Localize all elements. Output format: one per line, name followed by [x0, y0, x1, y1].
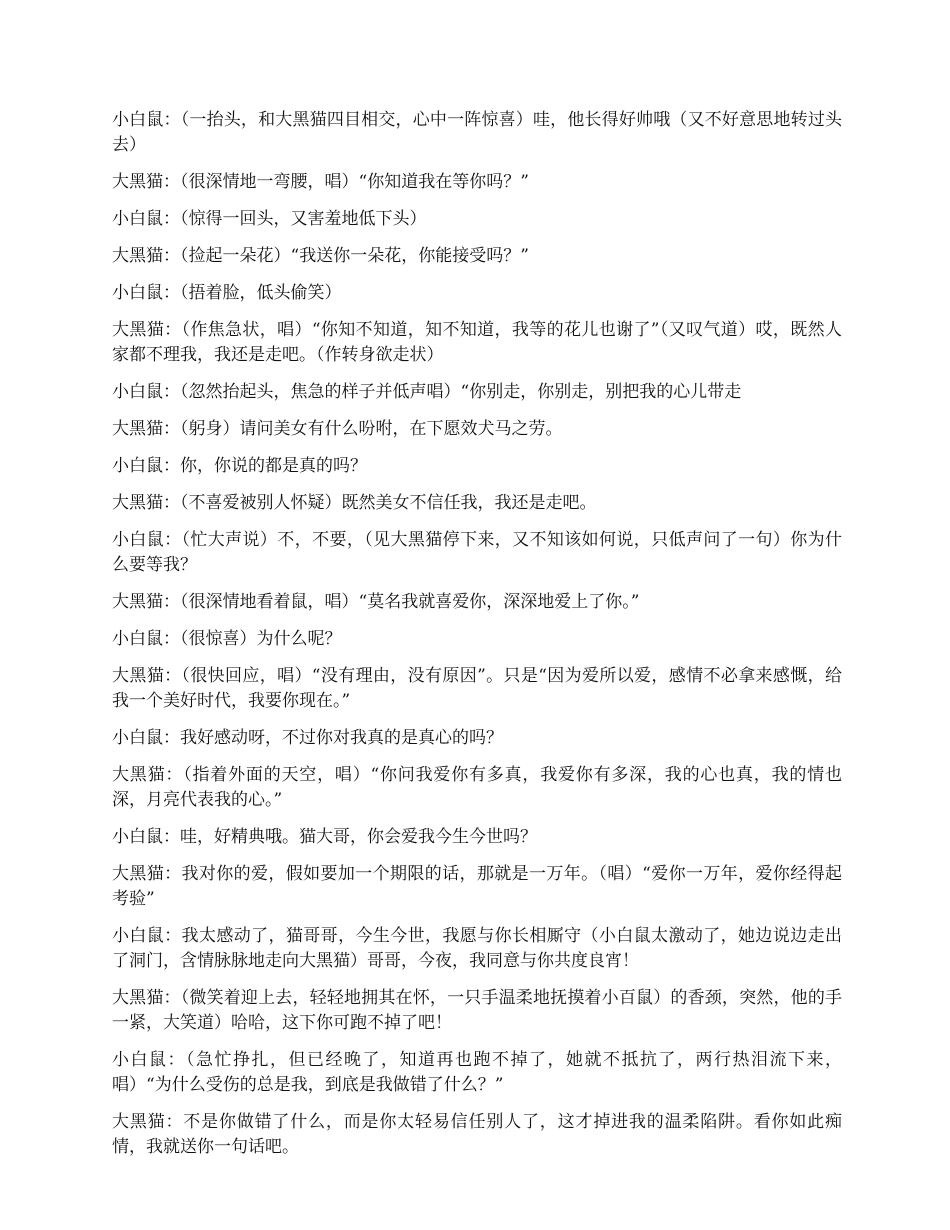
dialogue-paragraph: 大黑猫：（很深情地看着鼠，唱）“莫名我就喜爱你，深深地爱上了你。”	[112, 592, 640, 612]
dialogue-paragraph: 大黑猫：（指着外面的天空，唱）“你问我爱你有多真，我爱你有多深，我的心也真，我的情也深，月亮代表我的心。”	[112, 765, 842, 810]
dialogue-paragraph: 大黑猫：（很快回应，唱）“没有理由，没有原因”。只是“因为爱所以爱，感情不必拿来感慨，给我一个美好时代，我要你现在。”	[112, 666, 842, 711]
dialogue-paragraph: 小白鼠：（惊得一回头，又害羞地低下头）	[112, 209, 427, 229]
dialogue-paragraph: 大黑猫：（作焦急状，唱）“你知不知道，知不知道，我等的花儿也谢了”（又叹气道）哎，既然人家都不理我，我还是走吧。（作转身欲走状）	[112, 320, 842, 365]
dialogue-paragraph: 小白鼠：（忙大声说）不，不要，（见大黑猫停下来，又不知该如何说，只低声问了一句）你为什么要等我？	[112, 530, 842, 575]
dialogue-paragraph: 小白鼠：（捂着脸，低头偷笑）	[112, 283, 342, 303]
dialogue-paragraph: 大黑猫：（微笑着迎上去，轻轻地拥其在怀，一只手温柔地抚摸着小百鼠）的香颈，突然，他的手一紧，大笑道）哈哈，这下你可跑不掉了吧！	[112, 988, 842, 1033]
document-body	[112, 108, 842, 1172]
dialogue-paragraph: 小白鼠：（急忙挣扎，但已经晚了，知道再也跑不掉了，她就不抵抗了，两行热泪流下来，唱）“为什么受伤的总是我，到底是我做错了什么？”	[112, 1050, 842, 1095]
dialogue-paragraph: 大黑猫：（捡起一朵花）“我送你一朵花，你能接受吗？”	[112, 246, 529, 266]
dialogue-paragraph: 小白鼠：我好感动呀，不过你对我真的是真心的吗？	[112, 728, 503, 748]
dialogue-paragraph: 大黑猫：（不喜爱被别人怀疑）既然美女不信任我，我还是走吧。	[112, 493, 597, 513]
dialogue-paragraph: 大黑猫：我对你的爱，假如要加一个期限的话，那就是一万年。（唱）“爱你一万年，爱你经得起考验”	[112, 864, 842, 909]
dialogue-paragraph: 小白鼠：你，你说的都是真的吗？	[112, 456, 367, 476]
dialogue-paragraph: 小白鼠：哇，好精典哦。猫大哥，你会爱我今生今世吗？	[112, 827, 537, 847]
dialogue-paragraph: 大黑猫：（躬身）请问美女有什么吩咐，在下愿效犬马之劳。	[112, 419, 563, 439]
dialogue-paragraph: 小白鼠：（一抬头，和大黑猫四目相交，心中一阵惊喜）哇，他长得好帅哦（又不好意思地转过头去）	[112, 110, 842, 155]
dialogue-paragraph: 大黑猫：不是你做错了什么，而是你太轻易信任别人了，这才掉进我的温柔陷阱。看你如此痴情，我就送你一句话吧。	[112, 1112, 842, 1157]
dialogue-paragraph: 小白鼠：我太感动了，猫哥哥，今生今世，我愿与你长相厮守（小白鼠太激动了，她边说边走出了洞门，含情脉脉地走向大黑猫）哥哥，今夜，我同意与你共度良宵！	[112, 926, 842, 971]
dialogue-paragraph: 小白鼠：（很惊喜）为什么呢？	[112, 629, 342, 649]
dialogue-paragraph: 小白鼠：（忽然抬起头，焦急的样子并低声唱）“你别走，你别走，别把我的心儿带走	[112, 382, 742, 402]
dialogue-paragraph: 大黑猫：（很深情地一弯腰，唱）“你知道我在等你吗？”	[112, 172, 529, 192]
